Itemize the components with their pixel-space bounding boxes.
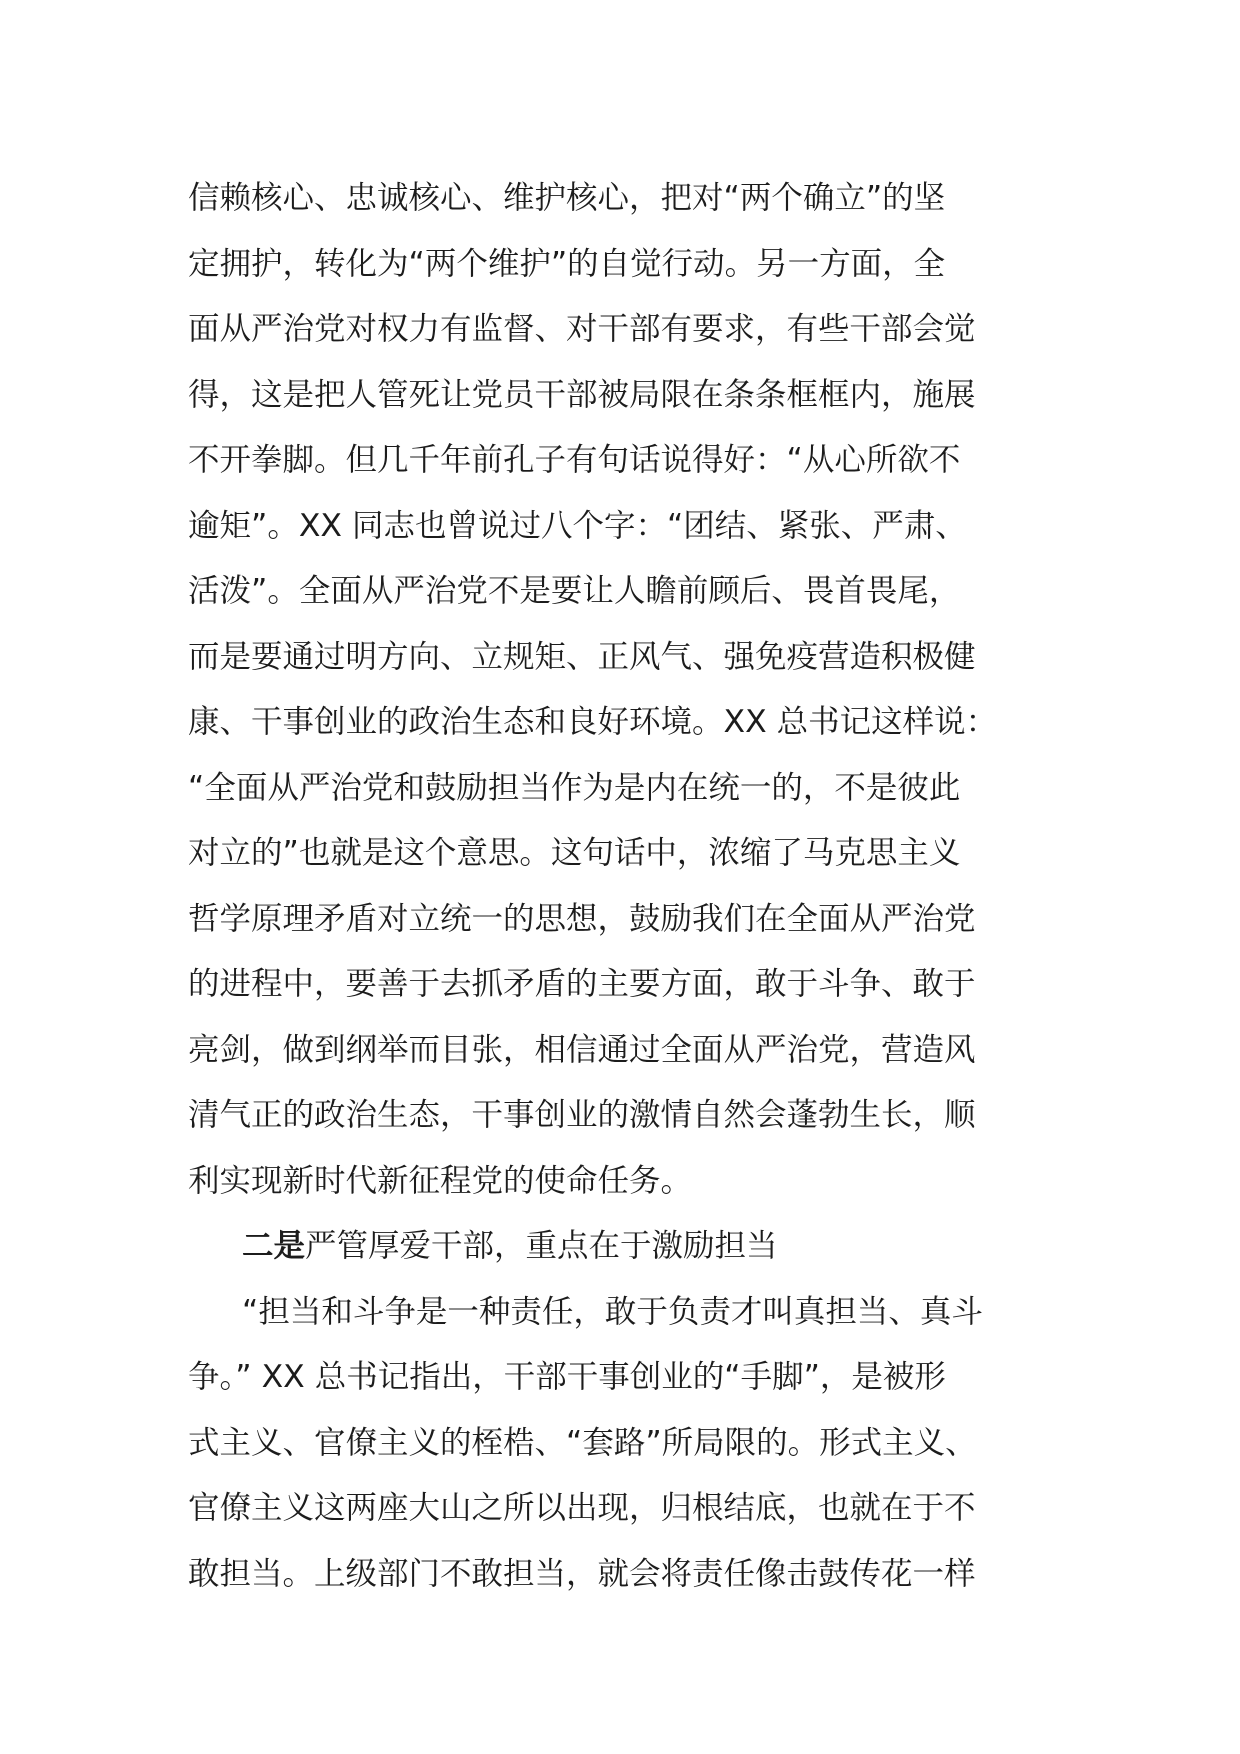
text-line: “担当和斗争是一种责任，敢于负责才叫真担当、真斗 [242, 1293, 983, 1330]
text-line: 活泼”。全面从严治党不是要让人瞻前顾后、畏首畏尾， [188, 573, 961, 609]
text-line: “全面从严治党和鼓励担当作为是内在统一的，不是彼此 [188, 769, 961, 806]
text-line: 而是要通过明方向、立规矩、正风气、强免疫营造积极健 [188, 638, 976, 675]
text-line: 对立的”也就是这个意思。这句话中，浓缩了马克思主义 [188, 835, 961, 871]
body-text [188, 166, 1068, 1607]
text-line: 亮剑，做到纲举而目张，相信通过全面从严治党，营造风 [188, 1031, 976, 1068]
text-line: 信赖核心、忠诚核心、维护核心，把对“两个确立”的坚 [188, 180, 946, 216]
heading-text: 严管厚爱干部，重点在于激励担当 [305, 1228, 778, 1264]
section-heading [188, 1214, 1068, 1280]
text-line: 的进程中，要善于去抓矛盾的主要方面，敢于斗争、敢于 [188, 966, 976, 1002]
paragraph-continued [188, 166, 1068, 1214]
paragraph [188, 1280, 1068, 1608]
text-line: 利实现新时代新征程党的使命任务。 [188, 1162, 693, 1199]
text-line: 定拥护，转化为“两个维护”的自觉行动。另一方面，全 [188, 245, 946, 282]
text-line: 面从严治党对权力有监督、对干部有要求，有些干部会觉 [188, 311, 976, 347]
text-line: 敢担当。上级部门不敢担当，就会将责任像击鼓传花一样 [188, 1555, 976, 1592]
heading-ordinal: 二是 [242, 1228, 306, 1264]
text-line: 不开拳脚。但几千年前孔子有句话说得好：“从心所欲不 [188, 442, 961, 478]
text-line: 得，这是把人管死让党员干部被局限在条条框框内，施展 [188, 376, 976, 413]
text-line: 哲学原理矛盾对立统一的思想，鼓励我们在全面从严治党 [188, 900, 976, 937]
text-line: 官僚主义这两座大山之所以出现，归根结底，也就在于不 [188, 1490, 976, 1526]
text-line: 式主义、官僚主义的桎梏、“套路”所局限的。形式主义、 [188, 1424, 977, 1461]
text-line: 清气正的政治生态，干事创业的激情自然会蓬勃生长，顺 [188, 1097, 976, 1133]
text-line: 逾矩”。XX 同志也曾说过八个字：“团结、紧张、严肃、 [188, 507, 967, 544]
text-line: 争。” XX 总书记指出，干部干事创业的“手脚”，是被形 [188, 1359, 946, 1395]
text-line: 康、干事创业的政治生态和良好环境。XX 总书记这样说： [188, 704, 998, 740]
